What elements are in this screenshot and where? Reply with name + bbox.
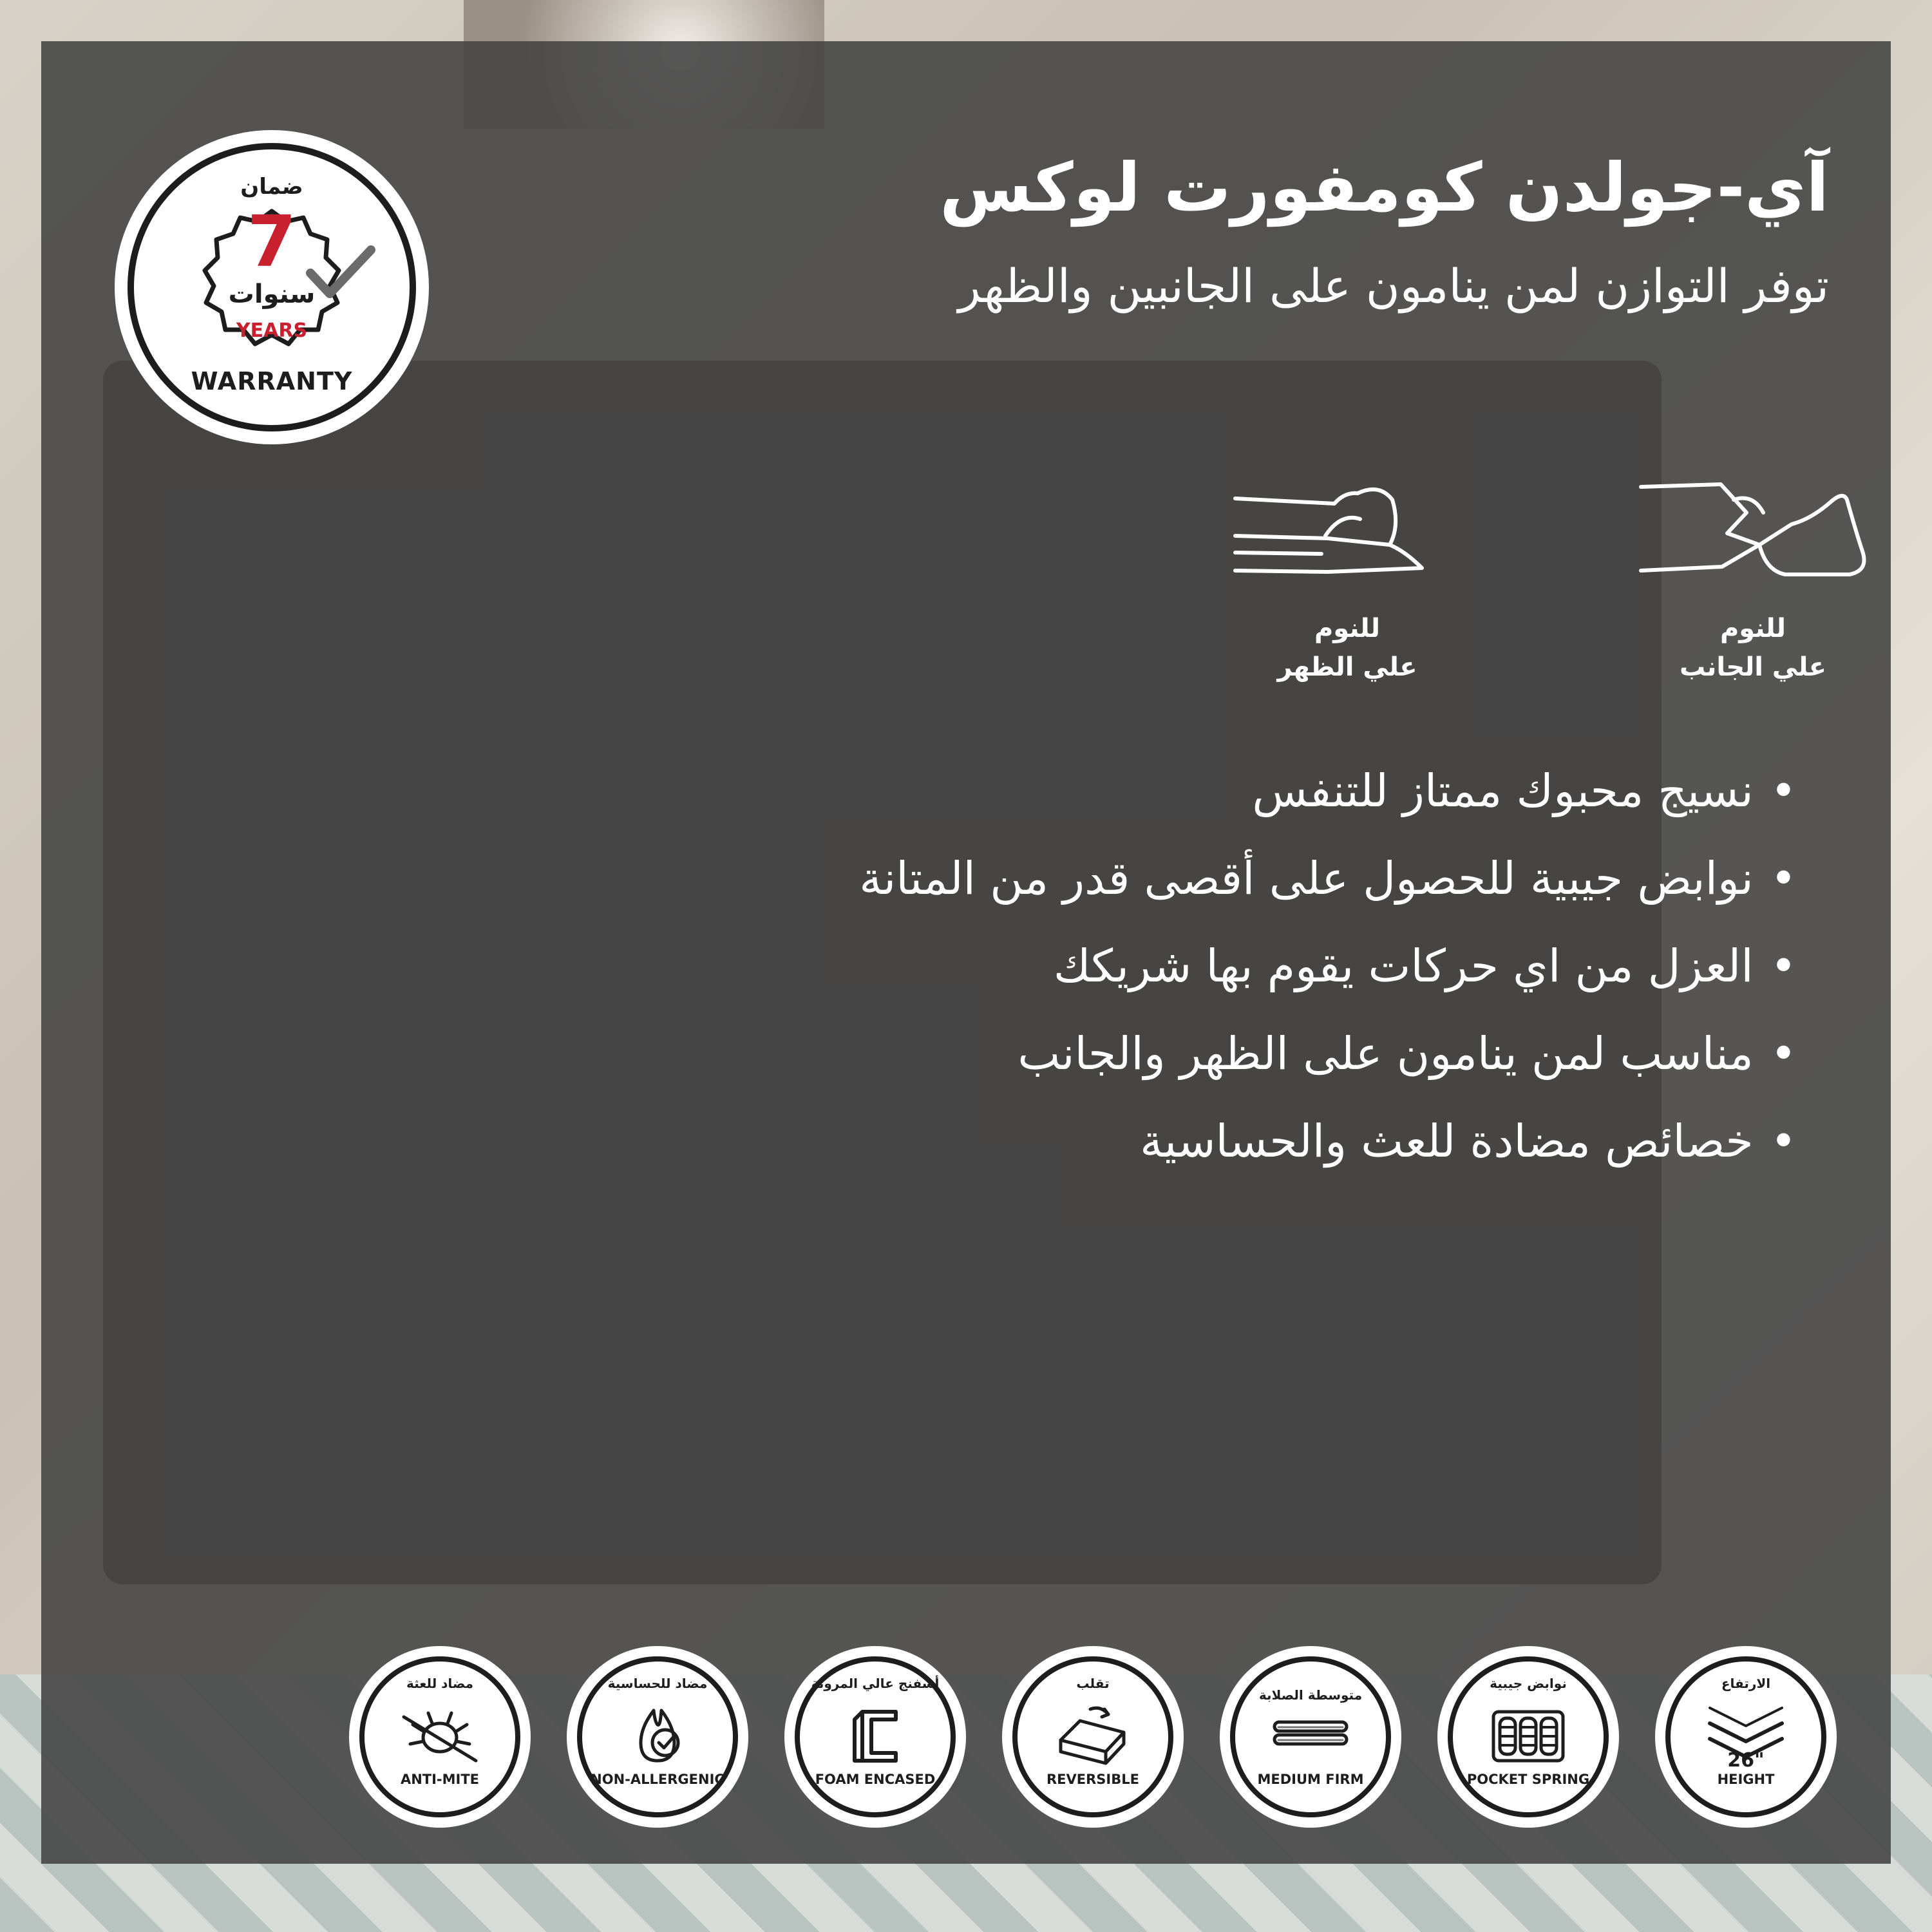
warranty-label-ar: ضمان (240, 174, 303, 200)
non-allergenic-icon (619, 1705, 696, 1767)
bullet-item: •مناسب لمن ينامون على الظهر والجانب (859, 1010, 1797, 1097)
feature-pocket-spring (1437, 1646, 1619, 1828)
feature-label-en: POCKET SPRING (1466, 1772, 1590, 1787)
feature-label-ar: أسفنج عالي المرونة (811, 1676, 940, 1691)
bullet-item: •نوابض جيبية للحصول على أقصى قدر من المتانة (859, 835, 1797, 922)
product-title: آي-جولدن كومفورت لوكس (940, 148, 1829, 227)
back-sleeper-line2: علي الظهر (1277, 652, 1417, 682)
checkmark-icon (305, 243, 376, 301)
back-sleeper-item (1212, 474, 1482, 687)
feature-label-ar: مضاد للحساسية (607, 1676, 708, 1691)
feature-non-allergenic (567, 1646, 748, 1828)
anti-mite-icon (401, 1705, 478, 1767)
feature-label-en: FOAM ENCASED (815, 1772, 936, 1787)
feature-height (1655, 1646, 1837, 1828)
feature-label-ar: تقلب (1076, 1676, 1110, 1691)
warranty-years-ar: سنوات (228, 279, 316, 309)
bullet-item: •خصائص مضادة للعث والحساسية (859, 1097, 1797, 1185)
feature-label-ar: نوابض جيبية (1490, 1676, 1567, 1691)
side-sleeper-line2: علي الجانب (1680, 652, 1826, 682)
side-sleeper-icon (1637, 474, 1869, 590)
feature-anti-mite (349, 1646, 531, 1828)
warranty-years-number: 7 (247, 200, 297, 283)
feature-label-en: REVERSIBLE (1046, 1772, 1139, 1787)
feature-medium-firm (1220, 1646, 1401, 1828)
pocket-spring-icon (1490, 1705, 1567, 1767)
warranty-badge (115, 130, 429, 444)
feature-label-en: HEIGHT (1717, 1772, 1775, 1787)
feature-label-en: NON-ALLERGENIC (591, 1772, 724, 1787)
warranty-years-en: YEARS (236, 319, 308, 342)
back-sleeper-line1: للنوم (1314, 614, 1381, 643)
bullet-dot-icon: • (1770, 1027, 1797, 1080)
bullet-dot-icon: • (1770, 852, 1797, 905)
feature-reversible (1002, 1646, 1184, 1828)
back-sleeper-icon (1231, 474, 1463, 590)
feature-bullet-list (859, 747, 1797, 1185)
feature-label-ar: الارتفاع (1721, 1676, 1771, 1691)
bullet-dot-icon: • (1770, 764, 1797, 817)
feature-label-ar: متوسطة الصلابة (1258, 1687, 1363, 1703)
feature-label-en: ANTI-MITE (400, 1772, 480, 1787)
product-subtitle: توفر التوازن لمن ينامون على الجانبين والظهر (958, 259, 1829, 313)
side-sleeper-item (1618, 474, 1888, 687)
bullet-item: •العزل من اي حركات يقوم بها شريكك (859, 922, 1797, 1010)
medium-firm-icon (1272, 1705, 1349, 1767)
feature-label-en: MEDIUM FIRM (1257, 1772, 1364, 1787)
feature-foam-encased (784, 1646, 966, 1828)
foam-encased-icon (837, 1705, 914, 1767)
bullet-dot-icon: • (1770, 1115, 1797, 1168)
bullet-item: •نسيج محبوك ممتاز للتنفس (859, 747, 1797, 835)
bullet-dot-icon: • (1770, 940, 1797, 992)
reversible-icon (1054, 1705, 1132, 1767)
feature-label-ar: مضاد للعثة (406, 1676, 474, 1691)
height-value: 26" (1727, 1749, 1765, 1772)
warranty-label-en: WARRANTY (191, 367, 353, 395)
side-sleeper-line1: للنوم (1719, 614, 1786, 643)
